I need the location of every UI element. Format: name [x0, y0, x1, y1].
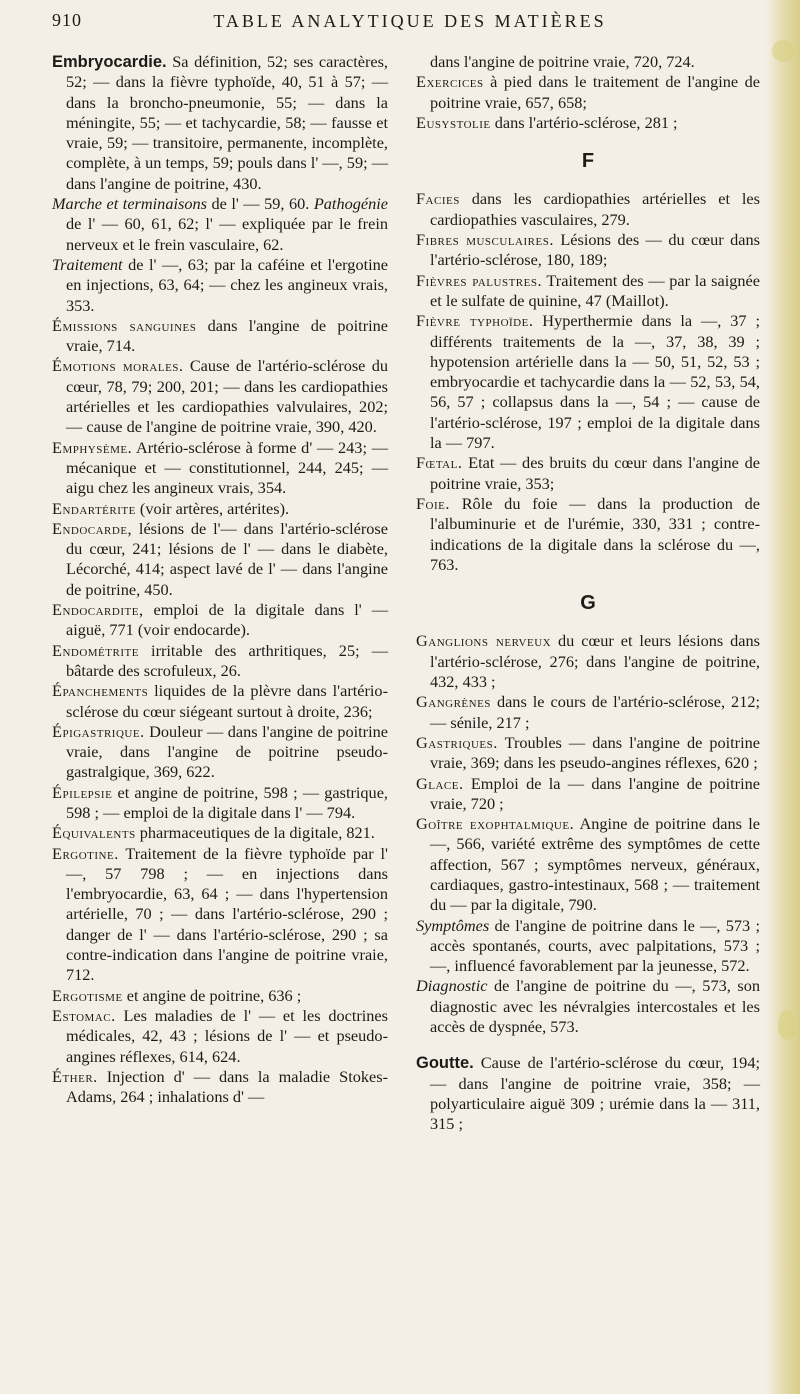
- entry-headword: Endométrite: [52, 640, 139, 660]
- index-entry: [52, 255, 388, 316]
- entry-text: Injection d' — dans la maladie Stokes-Adams, 264 ; inhalations d' —: [66, 1066, 388, 1107]
- index-entry: [416, 189, 760, 230]
- running-title: TABLE ANALYTIQUE DES MATIÈRES: [213, 11, 607, 31]
- index-entry: [52, 823, 388, 843]
- index-entry: [416, 311, 760, 453]
- page-number: 910: [52, 10, 82, 30]
- index-entry: [52, 316, 388, 357]
- entry-headword: Équivalents: [52, 823, 136, 843]
- entry-headword: Fœtal.: [416, 453, 463, 473]
- entry-headword: Éther.: [52, 1066, 98, 1086]
- index-entry: [416, 976, 760, 1037]
- entry-headword: Fibres musculaires.: [416, 230, 554, 250]
- entry-headword: Foie.: [416, 493, 450, 513]
- entry-text: Troubles — dans l'angine de poitrine vraie, 369; dans les pseudo-angines réflexes, 620 ;: [430, 732, 760, 773]
- entry-text: et angine de poitrine, 598 ; — gastrique, 598 ; — emploi de la digitale dans l' — 794.: [66, 782, 388, 822]
- entry-text: dans le cours de l'artério-sclérose, 212; — sénile, 217 ;: [430, 692, 760, 732]
- index-entry: [416, 916, 760, 977]
- section-f-entries: [416, 189, 760, 575]
- entry-text: et angine de poitrine, 636 ;: [122, 985, 302, 1005]
- entry-headword: Fièvres palustres.: [416, 270, 543, 290]
- index-entry: [416, 72, 760, 113]
- entry-headword: Estomac.: [52, 1005, 116, 1025]
- entry-headword: Goutte.: [416, 1054, 474, 1073]
- entry-text: à pied dans le traitement de l'angine de poitrine vraie, 657, 658;: [430, 72, 760, 112]
- index-entry: [416, 113, 760, 133]
- index-entry: [416, 774, 760, 815]
- index-entry: [52, 844, 388, 986]
- index-entry: [52, 438, 388, 499]
- entry-text: (voir artères, artérites).: [135, 498, 290, 518]
- index-entry: [52, 52, 388, 194]
- entry-headword: Embryocardie.: [52, 53, 167, 71]
- index-entry: [52, 681, 388, 722]
- running-header: [0, 6, 800, 42]
- index-entry: [52, 783, 388, 824]
- left-column: [52, 52, 388, 1107]
- entry-headword: Exercices: [416, 72, 484, 92]
- entry-text: de l'angine de poitrine dans le —, 573 ; accès spontanés, courts, avec palpitations, 573 ; —, influencé favorablement par la jeunesse, 572.: [430, 915, 760, 976]
- entry-headword: Ergotine.: [52, 843, 119, 863]
- entry-text: emploi de la digitale dans l' — aiguë, 771 (voir endocarde).: [66, 600, 388, 640]
- entry-headword: Émissions sanguines: [52, 315, 197, 335]
- entry-text: irritable des arthritiques, 25; — bâtarde des scrofuleux, 26.: [66, 640, 388, 680]
- index-entry: [52, 722, 388, 783]
- page-edge-discoloration: [766, 0, 800, 1394]
- entry-headword: Épigastrique.: [52, 721, 145, 741]
- index-entry: [52, 519, 388, 600]
- section-g-entries: [416, 631, 760, 1134]
- entry-text: lésions de l'— dans l'artério-sclérose du cœur, 241; lésions de l' — dans le diabète, Lécorché, 414; aspect lavé de l' — dans l'angine de poitrine, 450.: [66, 518, 388, 599]
- entry-subheading: Symptômes: [416, 915, 490, 935]
- entry-text: Angine de poitrine dans le —, 566, variété extrême des symptômes de cette affection, 567 ; symptômes nerveux, généraux, cardiaques, gastro-intestinaux, 568 ; — traitement du — par la digitale, 790.: [430, 814, 760, 915]
- section-letter-f: F: [581, 150, 595, 173]
- right-column: [416, 52, 760, 1135]
- section-letter-g: G: [580, 592, 596, 615]
- entry-headword: Facies: [416, 189, 460, 209]
- entry-text: Sa définition, 52; ses caractères, 52; — dans la fièvre typhoïde, 40, 51 à 57; — dans la broncho-pneumonie, 55; — dans la méningite, 55; — et tachycardie, 58; — fausse et vraie, 59; — transitoire, permanente, incomplète, complète, à un temps, 59; pouls dans l' —, 59; — dans l'angine de poitrine, 430.: [66, 52, 388, 193]
- index-entry: [416, 733, 760, 774]
- index-entry: [52, 356, 388, 437]
- entry-text: de l' —, 63; par la caféine et l'ergotine en injections, 63, 64; — chez les angineux vrais, 353.: [66, 254, 388, 315]
- index-entry: [416, 631, 760, 692]
- entry-headword: Eusystolie: [416, 112, 491, 132]
- entry-text: de l' — 59, 60.: [206, 194, 314, 214]
- entry-headword: Endocardite,: [52, 600, 144, 620]
- entry-text: dans l'artério-sclérose, 281 ;: [490, 112, 678, 132]
- entry-text: Artério-sclérose à forme d' — 243; — mécanique et — constitutionnel, 244, 245; — aigu chez les angineux vrais, 354.: [66, 437, 388, 498]
- entry-text: Cause de l'artério-sclérose du cœur, 194; — dans l'angine de poitrine vraie, 358; — polyarticulaire aiguë 309 ; urémie dans la — 311, 315 ;: [430, 1053, 760, 1134]
- entry-text: de l' — 60, 61, 62; l' — expliquée par le frein nerveux et le frein vasculaire, 62.: [66, 214, 388, 254]
- index-entry: [416, 1053, 760, 1134]
- entry-text: Cause de l'artério-sclérose du cœur, 78, 79; 200, 201; — dans les cardiopathies artérielles et les cardiopathies valvulaires, 202; — cause de l'angine de poitrine vraie, 390, 420.: [66, 356, 388, 437]
- entry-headword: Gangrènes: [416, 692, 491, 712]
- foxing-spot: [772, 40, 794, 62]
- entry-text: du cœur et leurs lésions dans l'artério-sclérose, 276; dans l'angine de poitrine, 432, 433 ;: [430, 631, 761, 692]
- entry-headword: Emphysème.: [52, 437, 133, 457]
- entry-headword: Épilepsie: [52, 782, 113, 802]
- index-entry: [52, 499, 388, 519]
- index-entry: [52, 1006, 388, 1067]
- index-entry: [52, 986, 388, 1006]
- entry-text: Les maladies de l' — et les doctrines médicales, 42, 43 ; lésions de l' — et pseudo-angines réflexes, 614, 624.: [66, 1005, 388, 1066]
- index-entry: [416, 494, 760, 575]
- entry-subheading: Marche et terminaisons: [52, 194, 207, 214]
- entry-text: Emploi de la — dans l'angine de poitrine vraie, 720 ;: [430, 773, 760, 813]
- entry-headword: Endocarde,: [52, 518, 133, 538]
- index-entry: [416, 692, 760, 733]
- entry-headword: Ergotisme: [52, 985, 123, 1005]
- entry-text: Lésions des — du cœur dans l'artério-sclérose, 180, 189;: [430, 230, 760, 270]
- index-entry: [416, 271, 760, 312]
- foxing-spot: [778, 1010, 796, 1040]
- index-entry: [416, 52, 760, 72]
- entry-text: dans l'angine de poitrine vraie, 720, 724.: [430, 52, 695, 71]
- index-entry: [416, 453, 760, 494]
- entry-text: liquides de la plèvre dans l'artério-sclérose du cœur siégeant surtout à droite, 236;: [66, 681, 388, 721]
- entry-text: Etat — des bruits du cœur dans l'angine de poitrine vraie, 353;: [430, 453, 760, 493]
- index-entry: [416, 230, 760, 271]
- index-entry: [52, 194, 388, 255]
- entry-text: Rôle du foie — dans la production de l'albuminurie et de l'urémie, 330, 331 ; contre-indications de la digitale dans la sclérose du —, 763.: [430, 493, 760, 574]
- entry-headword: Glace.: [416, 773, 464, 793]
- index-entry: [52, 600, 388, 641]
- entry-text: Traitement des — par la saignée et le sulfate de quinine, 47 (Maillot).: [430, 270, 760, 310]
- entry-headword: Goître exophtalmique.: [416, 814, 575, 834]
- entry-headword: Ganglions nerveux: [416, 631, 552, 651]
- entry-headword: Fièvre typhoïde.: [416, 311, 534, 331]
- entry-headword: Émotions morales.: [52, 356, 184, 376]
- entry-text: dans les cardiopathies artérielles et les cardiopathies vasculaires, 279.: [430, 189, 760, 229]
- entry-text: pharmaceutiques de la digitale, 821.: [135, 823, 375, 843]
- entry-text: Douleur — dans l'angine de poitrine vraie, dans l'angine de poitrine pseudo-gastralgique, 369, 622.: [66, 721, 388, 782]
- entry-text: dans l'angine de poitrine vraie, 714.: [66, 315, 388, 356]
- entry-headword: Gastriques.: [416, 732, 498, 752]
- entry-text: Traitement de la fièvre typhoïde par l' —, 57 798 ; — en injections dans l'embryocardie, 63, 64 ; — dans l'hypertension artérielle, 70 ; — dans l'artério-sclérose, 290 ; danger de l' — dans l'artério-sclérose, 290 ; sa contre-indication dans l'angine de poitrine vraie, 712.: [66, 843, 388, 985]
- entry-subheading: Traitement: [52, 254, 123, 274]
- entry-subheading: Pathogénie: [313, 194, 388, 214]
- right-column-continuation: [416, 52, 760, 133]
- entry-headword: Épanchements: [52, 681, 149, 701]
- index-entry: [52, 641, 388, 682]
- entry-text: Hyperthermie dans la —, 37 ; différents traitements de la —, 37, 38, 39 ; hypotension artérielle dans la — 50, 51, 52, 53 ; embryocardie et tachycardie dans la — 52, 53, 54, 56, 57 ; collapsus dans la —, 54 ; — cause de l'artério-sclérose, 197 ; emploi de la digitale dans la — 797.: [430, 311, 760, 453]
- index-entry: [52, 1067, 388, 1108]
- index-entry: [416, 814, 760, 915]
- entry-subheading: Diagnostic: [416, 976, 488, 996]
- entry-headword: Endartérite: [52, 498, 136, 518]
- entry-text: de l'angine de poitrine du —, 573, son diagnostic avec les névralgies intercostales et les accès de dyspnée, 573.: [430, 976, 760, 1037]
